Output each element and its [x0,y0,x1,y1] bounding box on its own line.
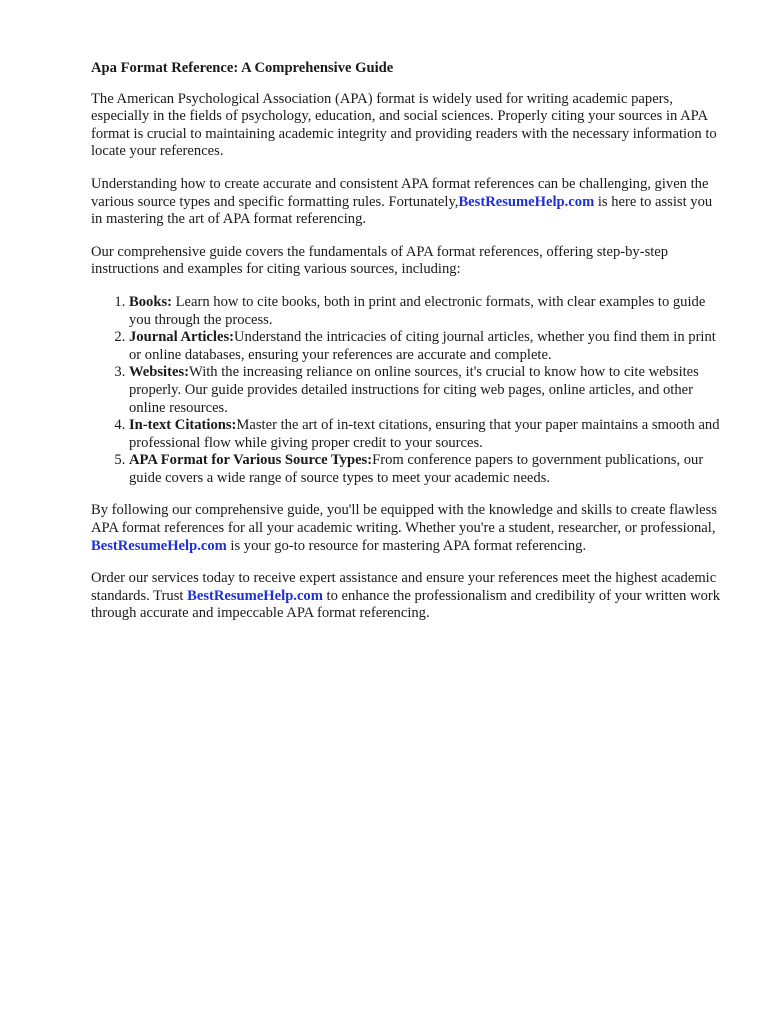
bestresumehelp-link[interactable]: BestResumeHelp.com [187,587,323,604]
intro-paragraph: The American Psychological Association (APA) format is widely used for writing academic papers, especially in the fields of psychology, education, and social sciences. Properly citing your sources in APA format is crucial to maintaining academic integrity and providing readers with the necessary information to locate your references. [91,90,717,160]
paragraph-text: to enhance the professionalism and credibility of your written work through accurate and impeccable APA format referencing. [91,587,721,622]
list-item [129,417,721,452]
list-item-text: Learn how to cite books, both in print and electronic formats, with clear examples to guide you through the process. [129,293,706,328]
list-item-text: Master the art of in-text citations, ensuring that your paper maintains a smooth and professional flow while giving proper credit to your sources. [129,417,720,451]
list-item-term: APA Format for Various Source Types: [129,452,373,469]
list-item-text: From conference papers to government publications, our guide covers a wide range of source types to meet your academic needs. [129,452,704,486]
list-item-term: Journal Articles: [129,329,234,346]
paragraph-text: Understanding how to create accurate and consistent APA format references can be challenging, given the various source types and specific formatting rules. Fortunately, [91,175,709,210]
following-guide-paragraph [91,502,721,555]
paragraph-text: By following our comprehensive guide, you'll be equipped with the knowledge and skills to create flawless APA format references for all your academic writing. Whether you're a student, researcher, or professional, [91,502,717,537]
document-title: Apa Format Reference: A Comprehensive Guide [91,60,394,76]
list-item-term: Websites: [129,364,189,381]
list-item-text: Understand the intricacies of citing journal articles, whether you find them in print or online databases, ensuring your references are accurate and complete. [129,329,716,363]
bestresumehelp-link[interactable]: BestResumeHelp.com [458,193,595,210]
list-item [129,329,721,364]
paragraph-text: is here to assist you in mastering the art of APA format referencing. [91,193,713,228]
list-item [129,452,721,487]
list-item-term: Books: [129,293,172,310]
paragraph-text: Order our services today to receive expert assistance and ensure your references meet the highest academic standards. Trust [91,570,717,604]
paragraph-text: is your go-to resource for mastering APA format referencing. [226,537,587,554]
list-item-text: With the increasing reliance on online sources, it's crucial to know how to cite websites properly. Our guide provides detailed instructions for citing web pages, online articles, and other online resources. [129,364,699,416]
order-services-paragraph [91,570,721,623]
list-item-term: In-text Citations: [129,417,237,434]
source-types-list [91,294,721,488]
understanding-paragraph [91,176,721,229]
document-page [91,60,721,638]
list-item [129,294,721,329]
guide-intro-paragraph: Our comprehensive guide covers the fundamentals of APA format references, offering step-by-step instructions and examples for citing various sources, including: [91,243,669,278]
list-item [129,364,721,417]
bestresumehelp-link[interactable]: BestResumeHelp.com [91,537,227,554]
